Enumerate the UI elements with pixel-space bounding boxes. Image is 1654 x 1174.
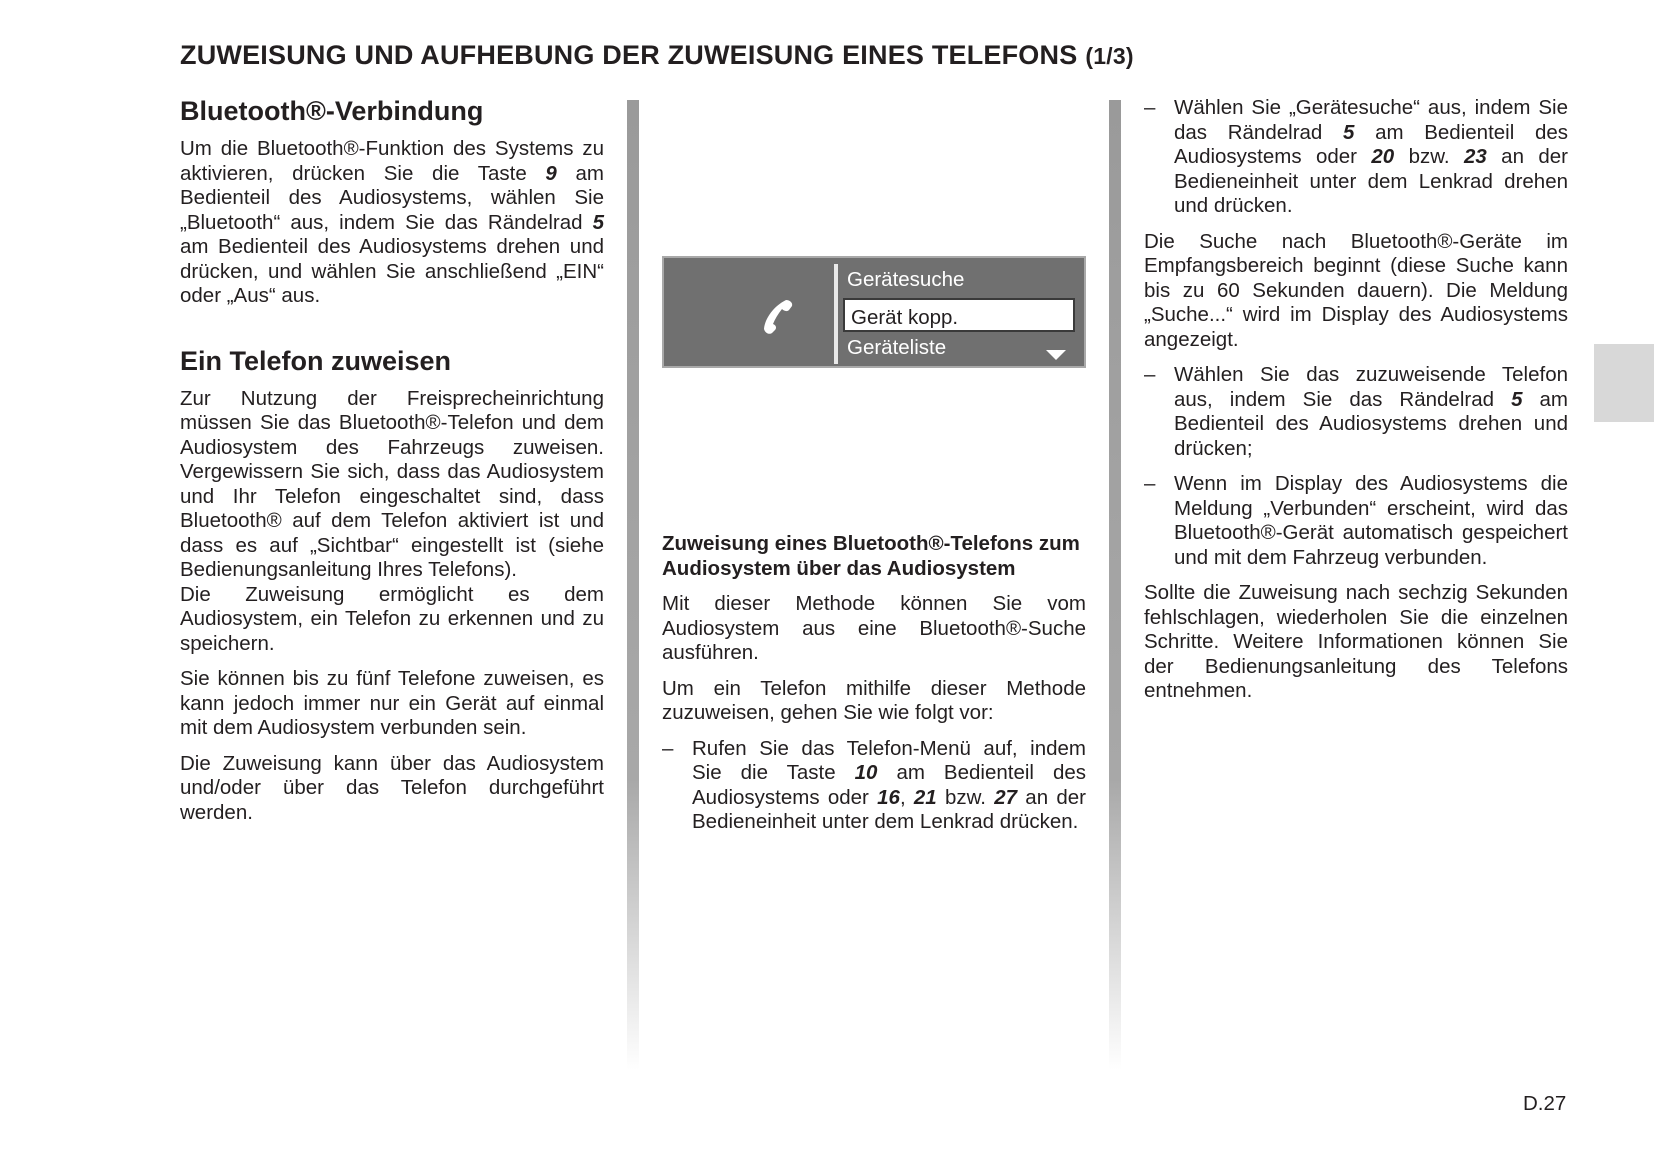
display-divider [834, 264, 838, 364]
page-number: D.27 [1523, 1092, 1567, 1115]
dash-bullet: – [1144, 472, 1156, 495]
scroll-down-icon [1046, 350, 1066, 360]
menu-item-geraeteliste: Geräteliste [847, 336, 947, 359]
paragraph-bluetooth: Um die Bluetooth®-Funktion des Systems zu aktivieren, drücken Sie die Taste 9 am Bedienteil des Audiosystems, wählen Sie „Bluetooth“ aus, indem Sie das Rändelrad 5 am Bedienteil des Audiosystems drehen und drücken, und wählen Sie anschließend „EIN“ oder „Aus“ aus. [180, 137, 604, 307]
paragraph-durchfuehrung: Die Zuweisung kann über das Audiosystem und/oder über das Telefon durchgeführt werden. [180, 751, 604, 824]
page-part: (1/3) [1085, 43, 1134, 69]
list-item-text: Wenn im Display des Audiosystems die Meldung „Verbunden“ erscheint, wird das Bluetooth®-Gerät automatisch gespeichert und mit dem Fahrzeug verbunden. [1174, 472, 1568, 569]
column-separator-right [1109, 100, 1121, 1070]
reference-number: 16 [877, 785, 900, 809]
column-middle [662, 532, 1086, 846]
dash-bullet: – [1144, 96, 1156, 119]
list-item [662, 737, 1086, 835]
reference-number: 10 [854, 761, 878, 784]
reference-number: 20 [1371, 145, 1395, 168]
page-title-text: ZUWEISUNG UND AUFHEBUNG DER ZUWEISUNG EINES TELEFONS [180, 40, 1078, 70]
dash-bullet: – [662, 736, 674, 760]
paragraph-vorgehen: Um ein Telefon mithilfe dieser Methode zuzuweisen, gehen Sie wie folgt vor: [662, 676, 1086, 724]
paragraph-erkennen: Die Zuweisung ermöglicht es dem Audiosystem, ein Telefon zu erkennen und zu speichern. [180, 582, 604, 655]
column-right [1144, 96, 1568, 715]
reference-number: 23 [1463, 145, 1487, 168]
reference-number: 5 [592, 210, 604, 234]
reference-number: 5 [1343, 120, 1355, 144]
reference-number: 21 [913, 785, 937, 809]
subheading-zuweisung: Zuweisung eines Bluetooth®-Telefons zum Audiosystem über das Audiosystem [662, 532, 1080, 580]
page-title [180, 40, 1580, 71]
dash-bullet: – [1144, 363, 1156, 386]
menu-item-selected: Gerät kopp. [843, 298, 1075, 332]
list-item-text: Wählen Sie das zuzuweisende Telefon aus, indem Sie das Rändelrad 5 am Bedienteil des Audiosystems drehen und drücken; [1174, 363, 1568, 460]
section-tab [1594, 344, 1654, 422]
heading-bluetooth: Bluetooth®-Verbindung [180, 96, 484, 126]
list-item-text: Rufen Sie das Telefon-Menü auf, indem Sie die Taste 10 am Bedienteil des Audiosystems oder 16, 21 bzw. 27 an der Bedieneinheit unter dem Lenkrad drücken. [692, 736, 1087, 833]
reference-number: 5 [1511, 387, 1523, 411]
paragraph-fehlschlag: Sollte die Zuweisung nach sechzig Sekunden fehlschlagen, wiederholen Sie die einzelnen Schritte. Weitere Informationen können Sie der Bedienungsanleitung des Telefons entnehmen. [1144, 581, 1568, 702]
column-left [180, 96, 604, 836]
heading-zuweisen: Ein Telefon zuweisen [180, 345, 452, 376]
phone-icon [756, 296, 796, 336]
list-item [1144, 472, 1568, 570]
list-item [1144, 363, 1568, 461]
list-item [1144, 96, 1568, 219]
reference-number: 27 [994, 785, 1018, 809]
reference-number: 9 [545, 161, 557, 185]
menu-item-geraetesuche: Gerätesuche [847, 268, 965, 291]
paragraph-suche: Die Suche nach Bluetooth®-Geräte im Empfangsbereich beginnt (diese Suche kann bis zu 60 Sekunden dauern). Die Meldung „Suche...“ wird im Display des Audiosystems angezeigt. [1144, 229, 1568, 351]
paragraph-zuweisen: Zur Nutzung der Freisprecheinrichtung müssen Sie das Bluetooth®-Telefon und dem Audiosystem des Fahrzeugs zuweisen. Vergewissern Sie sich, dass das Audiosystem und Ihr Telefon eingeschaltet sind, dass Bluetooth® auf dem Telefon aktiviert ist und dass es auf „Sichtbar“ eingestellt ist (siehe Bedienungsanleitung Ihres Telefons). [180, 386, 604, 581]
audio-display [662, 256, 1086, 368]
paragraph-fuenf-telefone: Sie können bis zu fünf Telefone zuweisen, es kann jedoch immer nur ein Gerät auf einmal mit dem Audiosystem verbunden sein. [180, 667, 604, 739]
list-item-text: Wählen Sie „Gerätesuche“ aus, indem Sie das Rändelrad 5 am Bedienteil des Audiosystems oder 20 bzw. 23 an der Bedieneinheit unter dem Lenkrad drehen und drücken. [1174, 96, 1568, 217]
paragraph-methode: Mit dieser Methode können Sie vom Audiosystem aus eine Bluetooth®-Suche ausführen. [662, 592, 1086, 664]
column-separator-left [627, 100, 639, 1070]
